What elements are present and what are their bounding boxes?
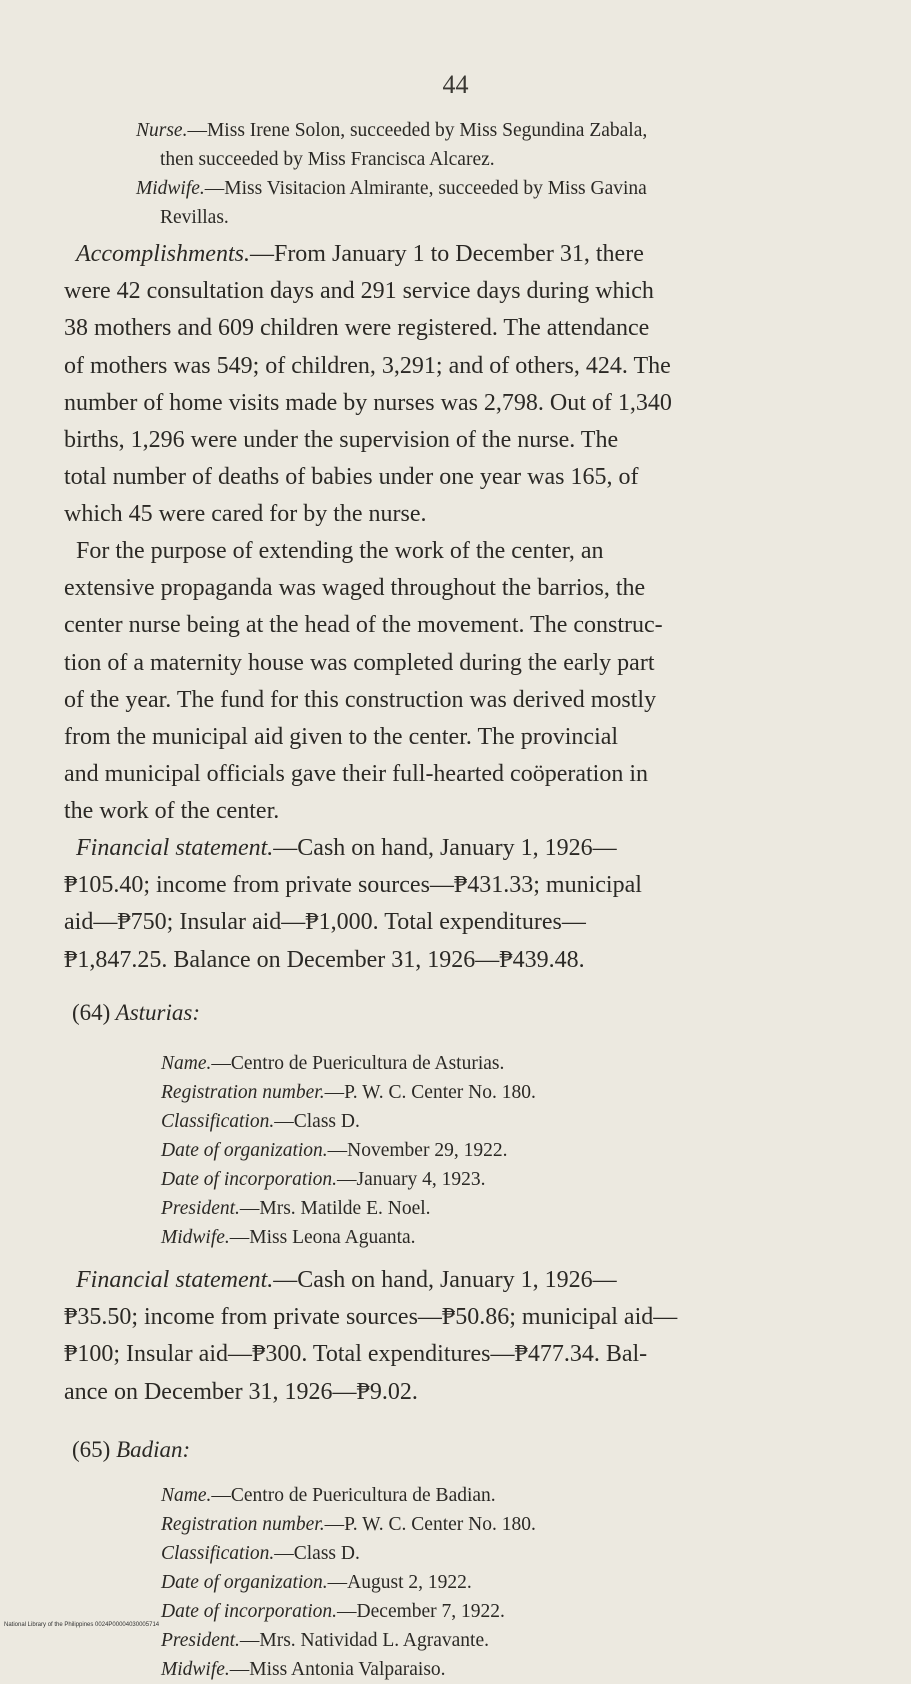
section-64-entries <box>161 1049 881 1252</box>
top-staff-block <box>136 116 856 232</box>
entry-classification: Classification.—Class D. <box>161 1543 360 1564</box>
section-heading-64: (64) Asturias: <box>72 1000 201 1025</box>
section-heading-65: (65) Badian: <box>72 1437 191 1462</box>
accomplishments-label: Accomplishments. <box>76 241 250 267</box>
entry-name: Name.—Centro de Puericultura de Asturias. <box>161 1053 505 1074</box>
financial-statement-1: Financial statement.—Cash on hand, January 1, 1926— ₱105.40; income from private sources—₱431.33; municipal aid—₱750; Insular aid—₱1,000. Total expenditures— ₱1,847.25. Balance on December 31, 1926—₱439.48. <box>64 835 642 973</box>
entry-president: President.—Mrs. Natividad L. Agravante. <box>161 1630 490 1651</box>
staff-midwife: Midwife.—Miss Visitacion Almirante, succeeded by Miss Gavina <box>136 178 647 199</box>
staff-midwife-cont: Revillas. <box>160 207 229 228</box>
entry-registration: Registration number.—P. W. C. Center No. 180. <box>161 1514 536 1535</box>
propaganda-paragraph: For the purpose of extending the work of the center, an extensive propaganda was waged throughout the barrios, the center nurse being at the head of the movement. The construc- tion of a maternity house was completed during the early part of the year. The fund for this construction was derived mostly from the municipal aid given to the center. The provincial and municipal officials gave their full-hearted coöperation in the work of the center. <box>64 538 663 825</box>
accomplishments-paragraph: Accomplishments.—From January 1 to December 31, there were 42 consultation days and 291 service days during which 38 mothers and 609 children were registered. The attendance of mothers was 549; of children, 3,291; and of others, 424. The number of home visits made by nurses was 2,798. Out of 1,340 births, 1,296 were under the supervision of the nurse. The total number of deaths of babies under one year was 165, of which 45 were cared for by the nurse. <box>64 241 672 528</box>
financial-label: Financial statement. <box>76 1267 274 1293</box>
section-65-entries <box>161 1481 881 1684</box>
entry-organization: Date of organization.—November 29, 1922. <box>161 1140 508 1161</box>
entry-classification: Classification.—Class D. <box>161 1111 360 1132</box>
financial-statement-2: Financial statement.—Cash on hand, January 1, 1926— ₱35.50; income from private sources—₱50.86; municipal aid— ₱100; Insular aid—₱300. Total expenditures—₱477.34. Bal- ance on December 31, 1926—₱9.02. <box>64 1267 678 1405</box>
entry-organization: Date of organization.—August 2, 1922. <box>161 1572 472 1593</box>
entry-midwife: Midwife.—Miss Leona Aguanta. <box>161 1227 416 1248</box>
entry-registration: Registration number.—P. W. C. Center No. 180. <box>161 1082 536 1103</box>
entry-name: Name.—Centro de Puericultura de Badian. <box>161 1485 496 1506</box>
page-number: 44 <box>442 70 469 99</box>
entry-incorporation: Date of incorporation.—January 4, 1923. <box>161 1169 486 1190</box>
staff-nurse: Nurse.—Miss Irene Solon, succeeded by Miss Segundina Zabala, <box>136 120 648 141</box>
entry-president: President.—Mrs. Matilde E. Noel. <box>161 1198 431 1219</box>
staff-nurse-cont: then succeeded by Miss Francisca Alcarez. <box>160 149 495 170</box>
financial-label: Financial statement. <box>76 835 274 861</box>
entry-midwife: Midwife.—Miss Antonia Valparaiso. <box>161 1659 446 1680</box>
library-footer: National Library of the Philippines 0024P00004030005714 <box>4 1622 160 1628</box>
entry-incorporation: Date of incorporation.—December 7, 1922. <box>161 1601 505 1622</box>
